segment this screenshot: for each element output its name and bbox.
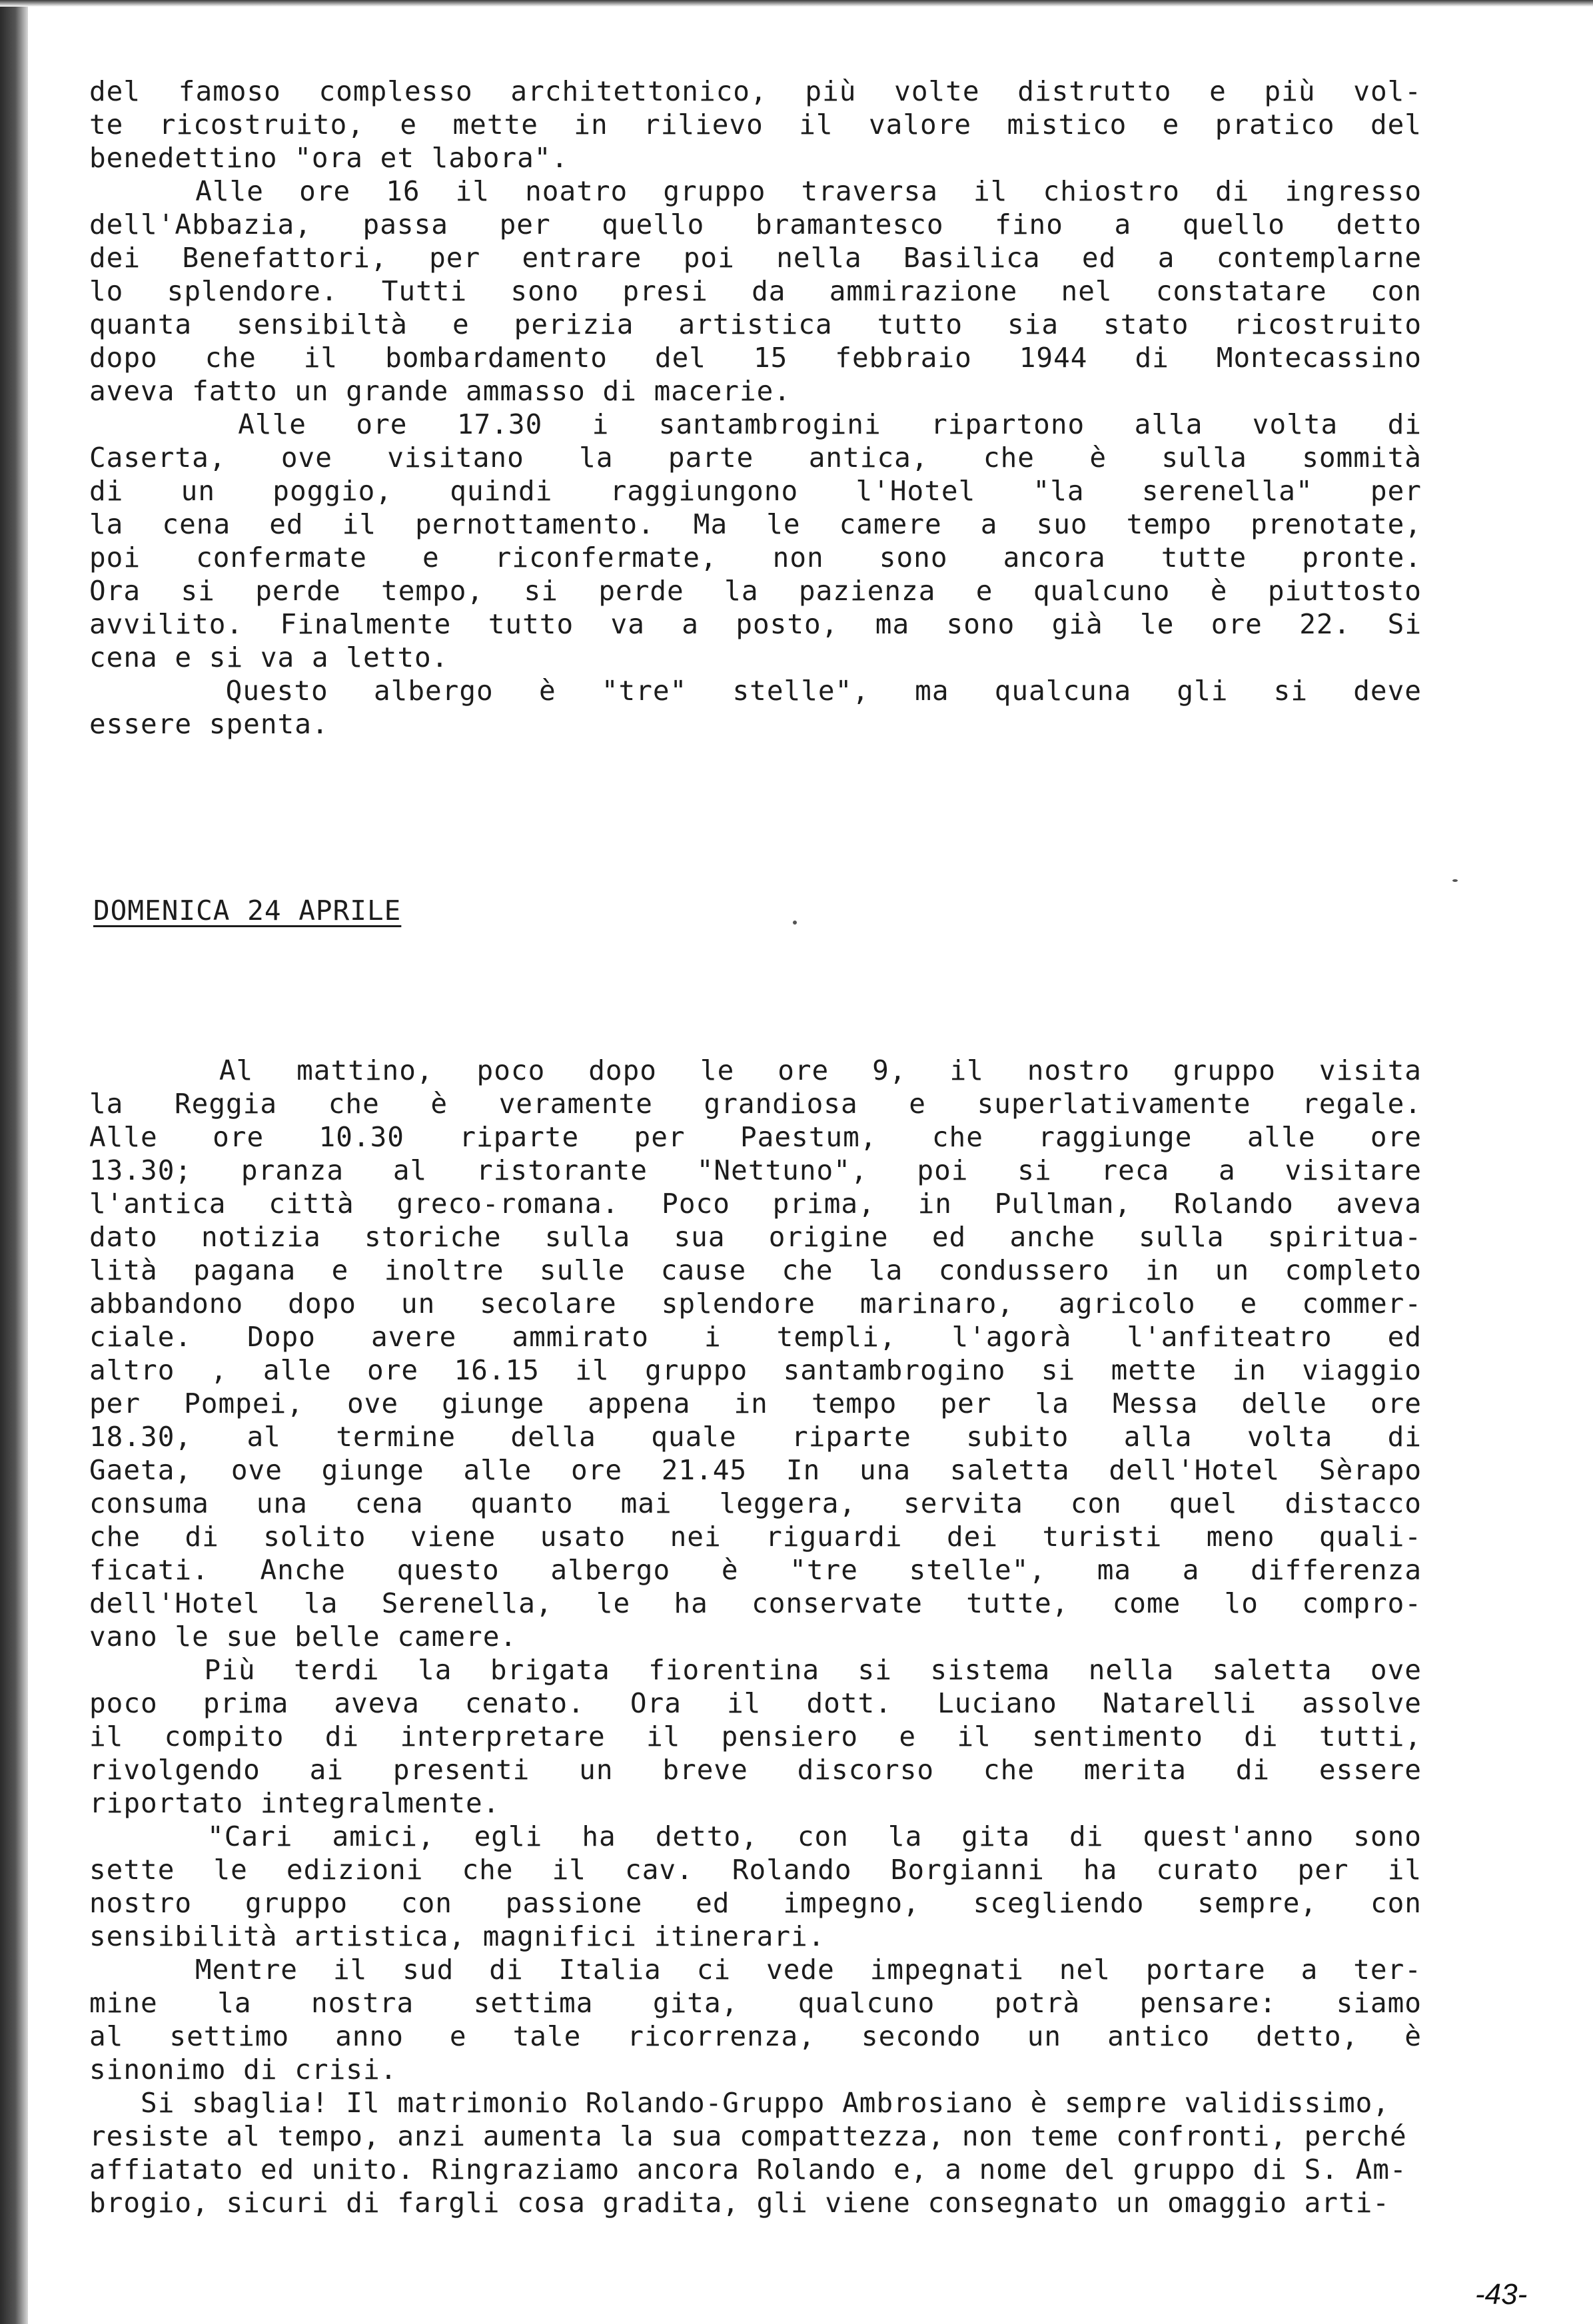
text-line: Si sbaglia! Il matrimonio Rolando-Gruppo Ambrosiano è sempre validissimo, — [89, 2087, 1390, 2119]
section-heading: DOMENICA 24 APRILE — [93, 895, 402, 927]
text-line: sinonimo di crisi. — [89, 2054, 398, 2086]
text-line: lo splendore. Tutti sono presi da ammirazione nel constatare con — [89, 275, 1422, 307]
text-line: 13.30; pranza al ristorante "Nettuno", poi si reca a visitare — [89, 1154, 1422, 1186]
text-line: riportato integralmente. — [89, 1787, 500, 1819]
text-line: l'antica città greco-romana. Poco prima, in Pullman, Rolando aveva — [89, 1188, 1422, 1220]
text-line: Al mattino, poco dopo le ore 9, il nostro gruppo visita — [89, 1054, 1422, 1086]
text-line: aveva fatto un grande ammasso di macerie. — [89, 375, 792, 407]
text-line: mine la nostra settima gita, qualcuno potrà pensare: siamo — [89, 1987, 1422, 2019]
text-line: dopo che il bombardamento del 15 febbraio 1944 di Montecassino — [89, 342, 1422, 374]
text-line: dell'Hotel la Serenella, le ha conservate tutte, come lo compro- — [89, 1587, 1422, 1619]
text-section-sunday — [89, 1054, 1422, 2219]
text-line: Più terdi la brigata fiorentina si sistema nella saletta ove — [89, 1654, 1422, 1686]
text-line: del famoso complesso architettonico, più volte distrutto e più vol- — [89, 75, 1422, 107]
text-line: abbandono dopo un secolare splendore marinaro, agricolo e commer- — [89, 1288, 1422, 1320]
text-line: te ricostruito, e mette in rilievo il valore mistico e pratico del — [89, 109, 1422, 141]
text-line: altro , alle ore 16.15 il gruppo santambrogino si mette in viaggio — [89, 1354, 1422, 1386]
text-line: Alle ore 17.30 i santambrogini ripartono alla volta di — [89, 408, 1422, 440]
text-line: 18.30, al termine della quale riparte subito alla volta di — [89, 1421, 1422, 1453]
text-line: cena e si va a letto. — [89, 641, 449, 673]
text-line: dato notizia storiche sulla sua origine ed anche sulla spiritua- — [89, 1221, 1422, 1253]
text-line: Alle ore 16 il noatro gruppo traversa il chiostro di ingresso — [89, 175, 1422, 207]
text-line: dei Benefattori, per entrare poi nella Basilica ed a contemplarne — [89, 242, 1422, 274]
text-line: poi confermate e riconfermate, non sono ancora tutte pronte. — [89, 542, 1422, 574]
scan-speck — [793, 921, 797, 925]
text-line: quanta sensibiltà e perizia artistica tutto sia stato ricostruito — [89, 308, 1422, 340]
text-line: al settimo anno e tale ricorrenza, secondo un antico detto, è — [89, 2020, 1422, 2052]
text-line: consuma una cena quanto mai leggera, servita con quel distacco — [89, 1487, 1422, 1519]
text-line: la Reggia che è veramente grandiosa e superlativamente regale. — [89, 1088, 1422, 1120]
text-line: "Cari amici, egli ha detto, con la gita di quest'anno sono — [89, 1820, 1422, 1852]
text-line: poco prima aveva cenato. Ora il dott. Luciano Natarelli assolve — [89, 1687, 1422, 1719]
text-line: ficati. Anche questo albergo è "tre stelle", ma a differenza — [89, 1554, 1422, 1586]
text-line: per Pompei, ove giunge appena in tempo per la Messa delle ore — [89, 1387, 1422, 1419]
text-section-saturday — [89, 75, 1422, 741]
text-line: rivolgendo ai presenti un breve discorso che merita di essere — [89, 1754, 1422, 1786]
page-edge-shadow — [0, 0, 28, 2324]
text-line: di un poggio, quindi raggiungono l'Hotel "la serenella" per — [89, 475, 1422, 507]
text-line: brogio, sicuri di fargli cosa gradita, gli viene consegnato un omaggio arti- — [89, 2187, 1390, 2219]
text-line: Mentre il sud di Italia ci vede impegnati nel portare a ter- — [89, 1954, 1422, 1986]
text-line: lità pagana e inoltre sulle cause che la condussero in un completo — [89, 1254, 1422, 1286]
text-line: Alle ore 10.30 riparte per Paestum, che raggiunge alle ore — [89, 1121, 1422, 1153]
text-line: benedettino "ora et labora". — [89, 142, 569, 174]
text-line: resiste al tempo, anzi aumenta la sua compattezza, non teme confronti, perché — [89, 2120, 1407, 2152]
text-line: sette le edizioni che il cav. Rolando Borgianni ha curato per il — [89, 1854, 1422, 1886]
text-line: sensibilità artistica, magnifici itinerari. — [89, 1920, 825, 1952]
text-line: Caserta, ove visitano la parte antica, che è sulla sommità — [89, 442, 1422, 474]
text-line: Ora si perde tempo, si perde la pazienza e qualcuno è piuttosto — [89, 575, 1422, 607]
scan-top-band — [0, 0, 1593, 7]
text-line: la cena ed il pernottamento. Ma le camere a suo tempo prenotate, — [89, 508, 1422, 540]
text-line: essere spenta. — [89, 708, 329, 740]
text-line: avvilito. Finalmente tutto va a posto, ma sono già le ore 22. Si — [89, 608, 1422, 640]
text-line: il compito di interpretare il pensiero e il sentimento di tutti, — [89, 1721, 1422, 1752]
text-line: affiatato ed unito. Ringraziamo ancora Rolando e, a nome del gruppo di S. Am- — [89, 2153, 1407, 2185]
text-line: nostro gruppo con passione ed impegno, scegliendo sempre, con — [89, 1887, 1422, 1919]
text-line: Gaeta, ove giunge alle ore 21.45 In una saletta dell'Hotel Sèrapo — [89, 1454, 1422, 1486]
text-line: che di solito viene usato nei riguardi dei turisti meno quali- — [89, 1521, 1422, 1553]
scan-speck — [1452, 879, 1458, 882]
text-line: vano le sue belle camere. — [89, 1621, 518, 1653]
text-line: dell'Abbazia, passa per quello bramantesco fino a quello detto — [89, 208, 1422, 240]
text-line: ciale. Dopo avere ammirato i templi, l'agorà l'anfiteatro ed — [89, 1321, 1422, 1353]
text-line: Questo albergo è "tre" stelle", ma qualcuna gli si deve — [89, 675, 1422, 707]
page-number: -43- — [1475, 2278, 1528, 2311]
